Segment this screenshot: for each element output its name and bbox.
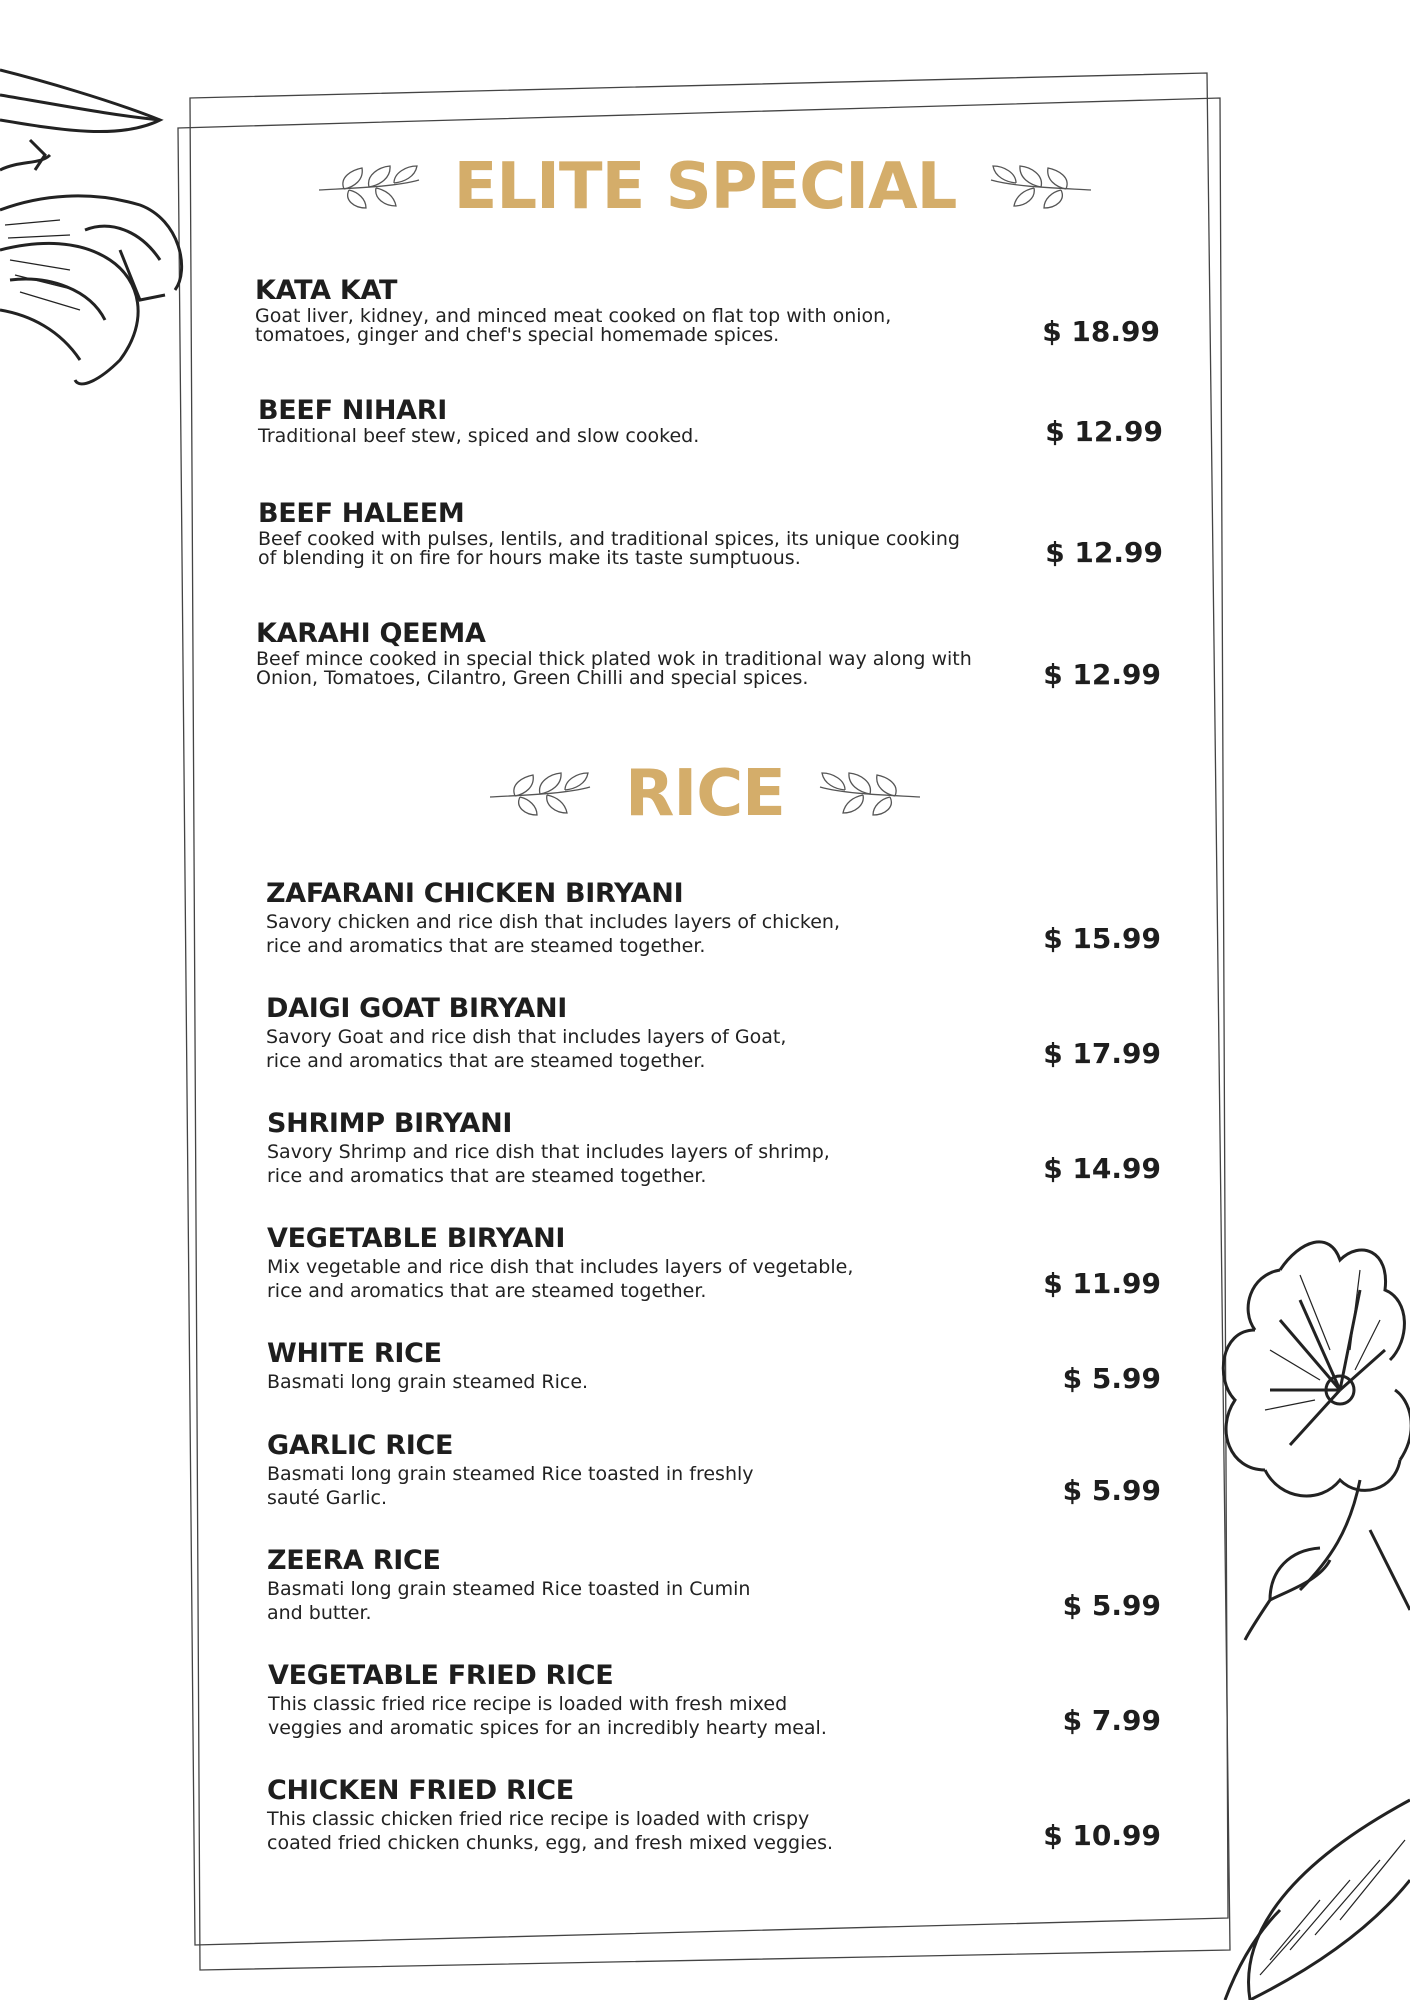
item-price: $ 10.99	[1043, 1819, 1161, 1852]
menu-item	[267, 1108, 1161, 1188]
item-name: VEGETABLE FRIED RICE	[268, 1660, 614, 1691]
item-price: $ 11.99	[1043, 1267, 1161, 1300]
item-name: BEEF HALEEM	[258, 498, 465, 529]
menu-item	[258, 498, 1163, 568]
item-price: $ 5.99	[1062, 1362, 1161, 1395]
menu-item	[267, 1545, 1161, 1625]
item-name: DAIGI GOAT BIRYANI	[266, 993, 568, 1024]
item-price: $ 18.99	[1042, 315, 1160, 348]
item-name: WHITE RICE	[267, 1338, 442, 1369]
item-price: $ 17.99	[1043, 1037, 1161, 1070]
item-price: $ 5.99	[1062, 1474, 1161, 1507]
item-description: Savory Goat and rice dish that includes layers of Goat, rice and aromatics that are steamed together.	[266, 1026, 787, 1072]
item-price: $ 7.99	[1062, 1704, 1161, 1737]
item-description: This classic chicken fried rice recipe is loaded with crispy coated fried chicken chunks, egg, and fresh mixed veggies.	[267, 1808, 834, 1854]
item-description: Traditional beef stew, spiced and slow cooked.	[258, 425, 700, 447]
item-price: $ 12.99	[1043, 658, 1161, 691]
rice-heading	[0, 757, 1410, 831]
flower-illustration	[1210, 1230, 1410, 1670]
leaf-branch-icon	[485, 769, 595, 819]
item-description: Savory Shrimp and rice dish that includes layers of shrimp, rice and aromatics that are steamed together.	[267, 1141, 830, 1187]
menu-item	[267, 1338, 1161, 1394]
item-price: $ 15.99	[1043, 922, 1161, 955]
menu-item	[267, 1223, 1161, 1303]
leaf-illustration-top-left	[0, 60, 200, 390]
item-price: $ 14.99	[1043, 1152, 1161, 1185]
leaf-illustration-bottom-right	[1220, 1780, 1410, 2000]
menu-item	[258, 395, 1163, 446]
elite-special-heading	[0, 150, 1410, 224]
item-description: Beef cooked with pulses, lentils, and traditional spices, its unique cooking of blending it on fire for hours make its taste sumptuous.	[258, 528, 960, 569]
menu-item	[266, 878, 1161, 958]
menu-item	[266, 993, 1161, 1073]
item-description: Basmati long grain steamed Rice toasted in Cumin and butter.	[267, 1578, 751, 1624]
item-description: Savory chicken and rice dish that includes layers of chicken, rice and aromatics that are steamed together.	[266, 911, 841, 957]
item-name: SHRIMP BIRYANI	[267, 1108, 513, 1139]
item-price: $ 12.99	[1045, 415, 1163, 448]
item-description: Goat liver, kidney, and minced meat cooked on flat top with onion, tomatoes, ginger and chef's special homemade spices.	[255, 305, 892, 346]
menu-item	[267, 1775, 1161, 1855]
item-description: Basmati long grain steamed Rice toasted in freshly sauté Garlic.	[267, 1463, 754, 1509]
item-description: Basmati long grain steamed Rice.	[267, 1371, 589, 1393]
item-name: BEEF NIHARI	[258, 395, 447, 426]
menu-item	[268, 1660, 1161, 1740]
item-price: $ 12.99	[1045, 536, 1163, 569]
section-title: RICE	[625, 757, 785, 831]
item-name: KARAHI QEEMA	[256, 618, 486, 649]
item-price: $ 5.99	[1062, 1589, 1161, 1622]
menu-item	[255, 275, 1160, 348]
item-description: This classic fried rice recipe is loaded with fresh mixed veggies and aromatic spices for an incredibly hearty meal.	[268, 1693, 827, 1739]
item-description: Beef mince cooked in special thick plated wok in traditional way along with Onion, Tomatoes, Cilantro, Green Chilli and special spices.	[256, 648, 972, 689]
menu-item	[256, 618, 1161, 691]
item-description: Mix vegetable and rice dish that includes layers of vegetable, rice and aromatics that are steamed together.	[267, 1256, 854, 1302]
section-title: ELITE SPECIAL	[453, 150, 957, 224]
leaf-branch-icon	[815, 769, 925, 819]
item-name: GARLIC RICE	[267, 1430, 454, 1461]
leaf-branch-icon	[314, 162, 424, 212]
item-name: KATA KAT	[255, 275, 398, 306]
item-name: ZAFARANI CHICKEN BIRYANI	[266, 878, 684, 909]
item-name: VEGETABLE BIRYANI	[267, 1223, 566, 1254]
leaf-branch-icon	[986, 162, 1096, 212]
menu-item	[267, 1430, 1161, 1510]
item-name: CHICKEN FRIED RICE	[267, 1775, 574, 1806]
item-name: ZEERA RICE	[267, 1545, 441, 1576]
